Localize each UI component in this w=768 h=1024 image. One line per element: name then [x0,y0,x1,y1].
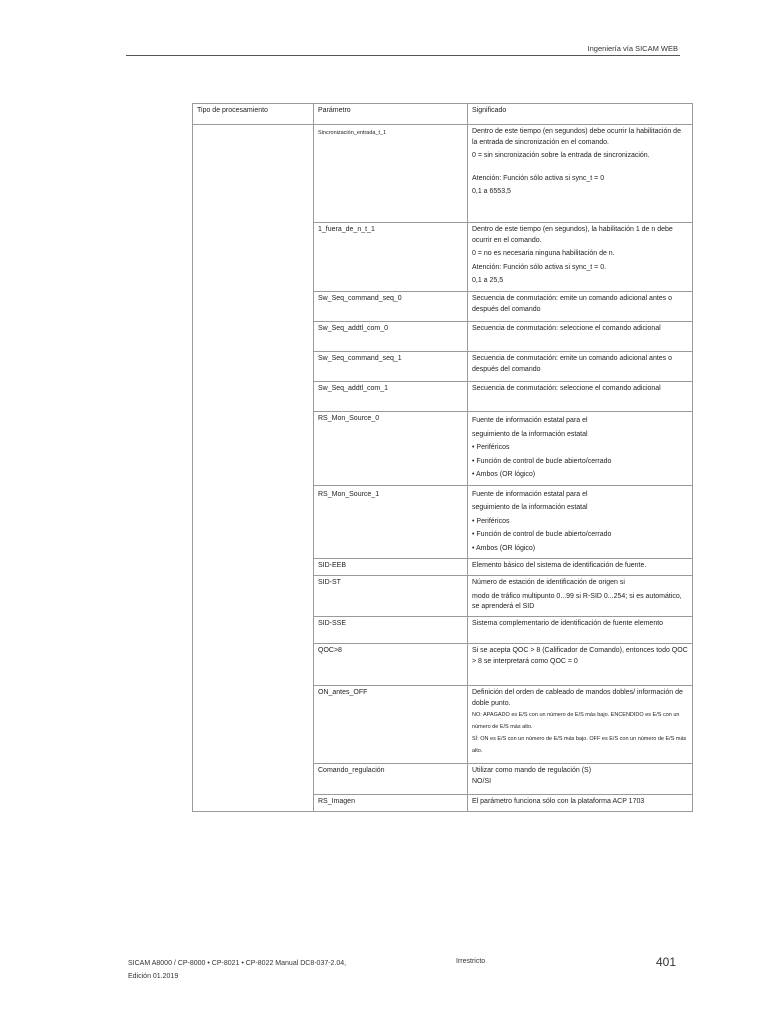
column-header-parameter: Parámetro [314,104,468,125]
column-header-meaning: Significado [468,104,693,125]
parameter-name: Sw_Seq_command_seq_1 [314,352,468,382]
parameter-name: Sw_Seq_addtl_com_0 [314,322,468,352]
parameter-name: SID-ST [314,576,468,617]
column-header-processing-type: Tipo de procesamiento [193,104,314,125]
parameter-name: 1_fuera_de_n_t_1 [314,223,468,292]
footer-document-info [128,957,346,983]
header-rule [126,55,680,56]
footer-edition: Edición 01.2019 [128,973,179,980]
table-row [193,125,693,223]
parameter-meaning: Sistema complementario de identificación de fuente elemento [468,617,693,644]
processing-type-cell [193,125,314,812]
parameter-name: ON_antes_OFF [314,686,468,764]
parameter-name: Sw_Seq_addtl_com_1 [314,382,468,412]
parameter-name: Sw_Seq_command_seq_0 [314,292,468,322]
parameter-meaning: El parámetro funciona sólo con la plataforma ACP 1703 [468,795,693,812]
parameter-meaning: Secuencia de conmutación: seleccione el comando adicional [468,322,693,352]
parameter-name: QOC>8 [314,644,468,686]
parameter-meaning: Secuencia de conmutación: seleccione el comando adicional [468,382,693,412]
parameter-meaning: Dentro de este tiempo (en segundos), la habilitación 1 de n debe ocurrir en el comando. 0 = no es necesaria ninguna habilitación de n. Atención: Función sólo activa si sync_t = 0. 0,1 a 25,5 [468,223,693,292]
parameter-name: SID-EEB [314,559,468,576]
parameter-table [192,103,693,812]
footer-classification: Irrestricto [456,958,486,965]
parameter-meaning: Fuente de información estatal para el seguimiento de la información estatal • Periféricos • Función de control de bucle abierto/cerrado • Ambos (OR lógico) [468,412,693,486]
parameter-meaning: Elemento básico del sistema de identificación de fuente. [468,559,693,576]
parameter-meaning: Utilizar como mando de regulación (S) NO/SI [468,764,693,795]
parameter-meaning: Número de estación de identificación de origen si modo de tráfico multipunto 0...99 si R-SID 0...254; si es automático, se aprenderá el SID [468,576,693,617]
parameter-name: RS_Imagen [314,795,468,812]
parameter-meaning: Fuente de información estatal para el seguimiento de la información estatal • Periféricos • Función de control de bucle abierto/cerrado • Ambos (OR lógico) [468,485,693,559]
parameter-meaning: Secuencia de conmutación: emite un comando adicional antes o después del comando [468,292,693,322]
parameter-name: RS_Mon_Source_1 [314,485,468,559]
table-header-row [193,104,693,125]
parameter-meaning: Dentro de este tiempo (en segundos) debe ocurrir la habilitación de la entrada de sincronización en el comando. 0 = sin sincronización sobre la entrada de sincronización. Atención: Función sólo activa si sync_t = 0 0,1 a 6553,5 [468,125,693,223]
parameter-meaning: Secuencia de conmutación: emite un comando adicional antes o después del comando [468,352,693,382]
parameter-name: SID-SSE [314,617,468,644]
parameter-meaning: Definición del orden de cableado de mandos dobles/ información de doble punto. NO: APAGADO es E/S con un número de E/S más bajo. ENCENDIDO es E/S con un número de E/S más alto. SÍ: ON es E/S con un número de E/S más bajo. OFF es E/S con un número de E/S más alto. [468,686,693,764]
footer-document-title: SICAM A8000 / CP-8000 • CP-8021 • CP-8022 Manual DC8-037-2.04, [128,960,347,967]
parameter-meaning: Si se acepta QOC > 8 (Calificador de Comando), entonces todo QOC > 8 se interpretará como QOC = 0 [468,644,693,686]
running-header-title: Ingeniería vía SICAM WEB [587,44,678,53]
parameter-name: RS_Mon_Source_0 [314,412,468,486]
parameter-name: Comando_regulación [314,764,468,795]
parameter-name: Sincronización_entrada_t_1 [314,125,468,223]
page-number: 401 [656,955,677,969]
